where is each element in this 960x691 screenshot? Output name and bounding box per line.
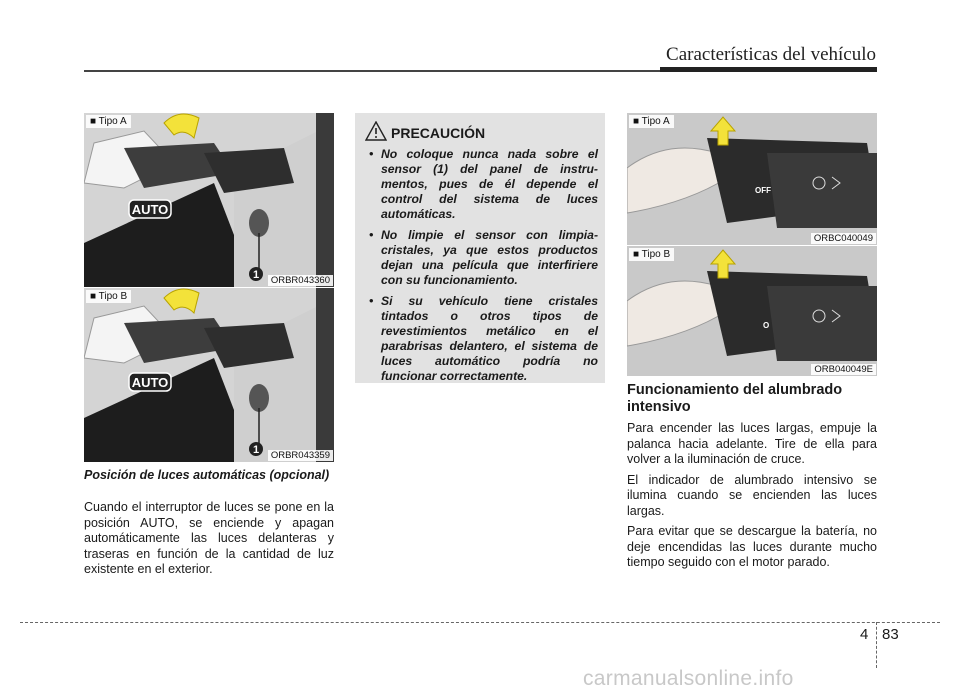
- high-beam-illustration-a: [627, 113, 877, 245]
- auto-switch-illustration-b: [84, 288, 334, 462]
- header-rule-accent: [660, 67, 877, 72]
- section-heading: Funcionamiento del alumbrado intensivo: [627, 382, 843, 415]
- bullet: •: [369, 147, 374, 161]
- auto-light-description: [84, 500, 334, 583]
- warning-triangle-icon: [365, 121, 387, 141]
- page-number: 83: [882, 626, 899, 643]
- figure-code: ORB040049E: [811, 364, 876, 375]
- figure-label-tipo-b: ■ Tipo B: [86, 290, 131, 303]
- figure-high-beam-type-b: [627, 246, 877, 376]
- figure-auto-light-type-b: [84, 288, 334, 462]
- figure-high-beam-type-a: [627, 113, 877, 245]
- caution-item: • No limpie el sensor con limpia-cristales, ya que estos productos dejan una película que interfiriere con su funcionamiento.: [369, 228, 598, 287]
- off-label-b: O: [763, 321, 770, 330]
- caution-item: • Si su vehículo tiene cristales tintados o otros tipos de revestimientos metálico en el parabrisas delantero, el sistema de luces automático podría no funcionar correctamente.: [369, 294, 598, 383]
- auto-label-b: AUTO: [131, 375, 169, 390]
- footer-rule: [20, 622, 940, 623]
- off-label-a: OFF: [755, 186, 771, 195]
- caution-box: [355, 113, 605, 383]
- watermark: carmanualsonline.info: [583, 667, 794, 690]
- figure-label-tipo-b: ■ Tipo B: [629, 248, 674, 261]
- figure-caption: Posición de luces automáticas (opcional): [84, 468, 330, 482]
- high-beam-description: [627, 421, 877, 576]
- body-paragraph: El indicador de alumbrado intensivo se ilumina cuando se encienden las luces largas.: [627, 472, 877, 518]
- figure-label-tipo-a: ■ Tipo A: [86, 115, 131, 128]
- sensor-callout-a: 1: [252, 269, 260, 281]
- body-paragraph: Para evitar que se descargue la batería, no deje encendidas las luces durante mucho tiempo seguido con el motor parado.: [627, 524, 877, 569]
- auto-label-a: AUTO: [131, 202, 169, 217]
- footer-divider: [876, 622, 877, 668]
- auto-switch-illustration-a: [84, 113, 334, 287]
- body-paragraph: Cuando el interruptor de luces se pone en la posición AUTO, se enciende y apagan automáticamente las luces delanteras y traseras en función de la cantidad de luz existente en el exterior.: [84, 500, 334, 576]
- chapter-number: 4: [860, 626, 869, 643]
- high-beam-illustration-b: [627, 246, 877, 376]
- figure-label-tipo-a: ■ Tipo A: [629, 115, 674, 128]
- caution-title: PRECAUCIÓN: [391, 125, 486, 141]
- figure-code: ORBC040049: [811, 233, 876, 244]
- figure-auto-light-type-a: [84, 113, 334, 287]
- caution-item: • No coloque nunca nada sobre el sensor (1) del panel de instru-mentos, pues de él depende el control del sistema de luces automáticas.: [369, 147, 598, 221]
- figure-code: ORBR043360: [268, 275, 333, 286]
- bullet: •: [369, 294, 374, 308]
- sensor-callout-b: 1: [252, 444, 260, 456]
- caution-list: [365, 147, 598, 390]
- bullet: •: [369, 228, 374, 242]
- figure-code: ORBR043359: [268, 450, 333, 461]
- page-header-title: Características del vehículo: [666, 44, 876, 65]
- body-paragraph: Para encender las luces largas, empuje la palanca hacia adelante. Tire de ella para volver a la iluminación de cruce.: [627, 421, 877, 466]
